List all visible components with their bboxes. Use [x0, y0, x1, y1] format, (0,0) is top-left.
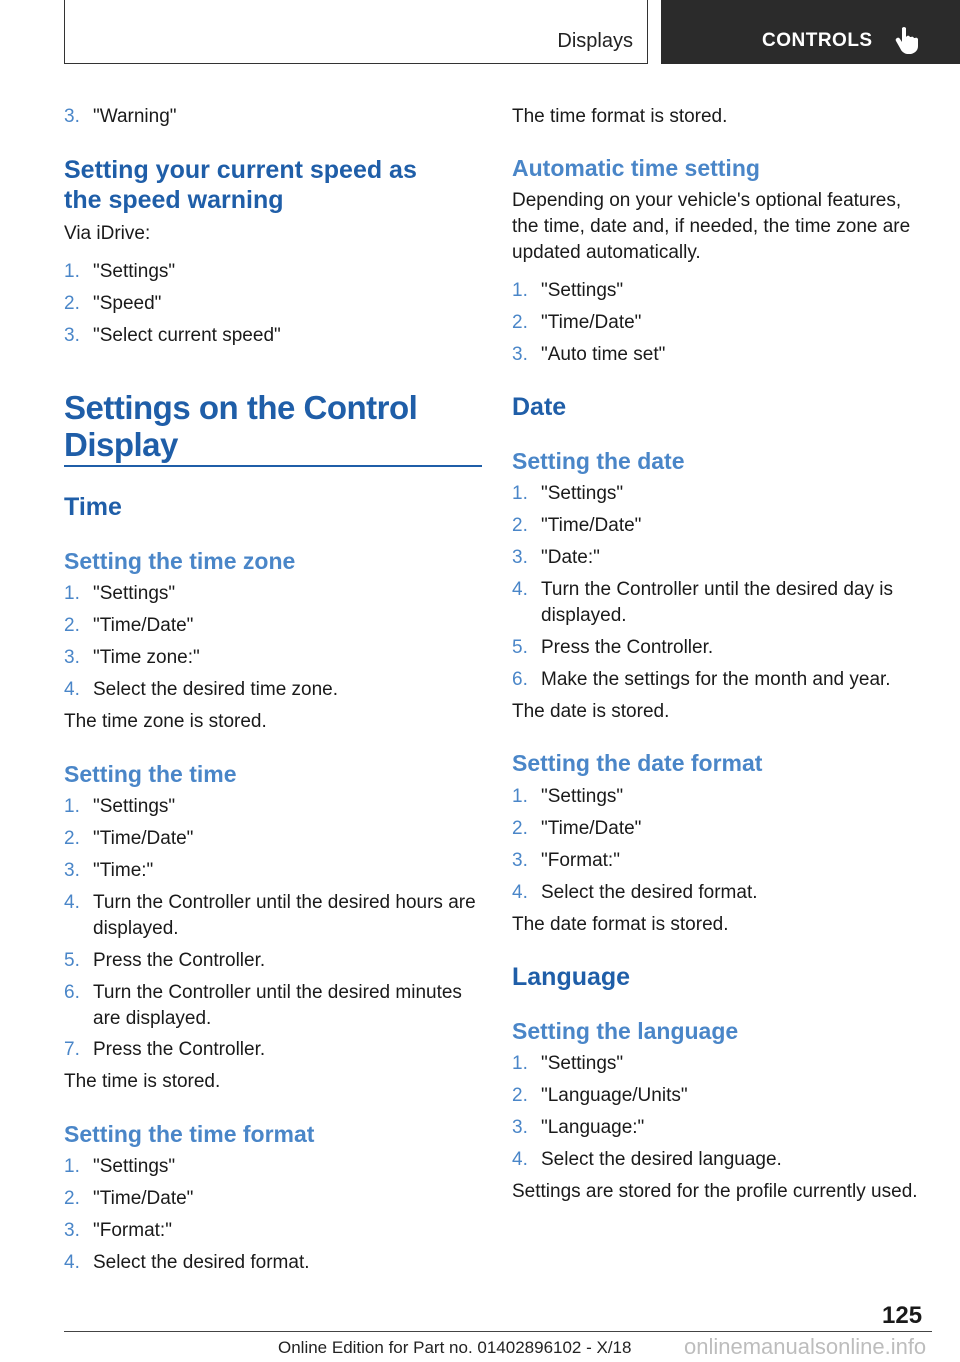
list-text: Make the settings for the month and year. [541, 669, 891, 690]
list-number: 5. [64, 950, 80, 971]
list-number: 4. [512, 882, 528, 903]
list-text: "Time zone:" [93, 647, 200, 668]
via-idrive-text: Via iDrive: [64, 223, 151, 244]
list-number: 3. [64, 106, 80, 127]
setdate-heading: Setting the date [512, 448, 685, 474]
list-number: 3. [64, 647, 80, 668]
list-number: 3. [512, 1117, 528, 1138]
timeformat-heading: Setting the time format [64, 1121, 315, 1147]
list-text: "Speed" [93, 293, 162, 314]
setdate-result: The date is stored. [512, 701, 670, 722]
header-section-title: Displays [557, 30, 633, 52]
list-text: Press the Controller. [541, 637, 714, 658]
list-text: Turn the Controller until the desired day is displayed. [541, 579, 894, 626]
list-text: "Time/Date" [93, 615, 194, 636]
section-title-line: Display [64, 426, 178, 463]
list-number: 3. [64, 325, 80, 346]
list-text: Select the desired format. [541, 882, 758, 903]
list-text: Press the Controller. [93, 1039, 266, 1060]
list-number: 2. [512, 1085, 528, 1106]
footer-divider [64, 1331, 932, 1332]
list-text: Press the Controller. [93, 950, 266, 971]
heading-line: Setting your current speed as [64, 156, 417, 184]
list-number: 4. [512, 1149, 528, 1170]
list-text: Select the desired language. [541, 1149, 782, 1170]
section-divider [64, 465, 482, 467]
list-text: "Settings" [541, 1053, 624, 1074]
list-text: "Time/Date" [93, 828, 194, 849]
speed-warning-heading [64, 155, 417, 215]
language-heading: Language [512, 963, 631, 991]
dateformat-heading: Setting the date format [512, 750, 763, 776]
list-text: Turn the Controller until the desired minutes are displayed. [93, 982, 462, 1029]
list-text: "Settings" [93, 261, 176, 282]
header-chapter-tab [661, 0, 960, 64]
list-number: 1. [512, 280, 528, 301]
setlang-heading: Setting the language [512, 1018, 739, 1044]
hand-pointer-icon [893, 26, 919, 54]
header-chapter-title: CONTROLS [762, 30, 873, 51]
list-text: "Settings" [541, 280, 624, 301]
list-number: 1. [64, 1156, 80, 1177]
list-number: 4. [64, 1252, 80, 1273]
section-title [64, 389, 417, 463]
list-text: "Language/Units" [541, 1085, 688, 1106]
list-text: "Date:" [541, 547, 600, 568]
list-number: 6. [512, 669, 528, 690]
setlang-result: Settings are stored for the profile currently used. [512, 1181, 918, 1202]
list-number: 1. [64, 796, 80, 817]
list-text: "Time/Date" [541, 312, 642, 333]
list-text: "Format:" [541, 850, 620, 871]
list-number: 2. [512, 818, 528, 839]
timezone-result: The time zone is stored. [64, 711, 267, 732]
date-heading: Date [512, 393, 567, 421]
list-number: 7. [64, 1039, 80, 1060]
auto-time-paragraph: Depending on your vehicle's optional features, the time, date and, if needed, the time zone are updated automatically. [512, 190, 911, 263]
settime-heading: Setting the time [64, 761, 237, 787]
section-title-line: Settings on the Control [64, 389, 418, 426]
time-heading: Time [64, 493, 122, 521]
list-text: "Settings" [93, 796, 176, 817]
list-text: "Time/Date" [93, 1188, 194, 1209]
list-text: "Format:" [93, 1220, 172, 1241]
list-text: "Warning" [93, 106, 177, 127]
dateformat-result: The date format is stored. [512, 914, 729, 935]
header-section-tab [64, 0, 648, 64]
footer-edition: Online Edition for Part no. 01402896102 - X/18 [278, 1338, 632, 1357]
list-text: "Language:" [541, 1117, 645, 1138]
list-number: 2. [512, 515, 528, 536]
list-number: 2. [64, 293, 80, 314]
list-number: 3. [512, 344, 528, 365]
list-number: 4. [512, 579, 528, 600]
list-number: 4. [64, 679, 80, 700]
list-number: 6. [64, 982, 80, 1003]
list-number: 3. [64, 1220, 80, 1241]
auto-time-heading: Automatic time setting [512, 155, 760, 181]
list-number: 1. [64, 261, 80, 282]
heading-line: the speed warning [64, 186, 284, 214]
settime-result: The time is stored. [64, 1071, 221, 1092]
list-number: 1. [512, 1053, 528, 1074]
list-text: "Time/Date" [541, 515, 642, 536]
list-text: "Time/Date" [541, 818, 642, 839]
watermark [684, 1334, 926, 1360]
list-number: 1. [512, 483, 528, 504]
list-number: 2. [64, 828, 80, 849]
list-text: "Time:" [93, 860, 154, 881]
list-text: Select the desired time zone. [93, 679, 339, 700]
timezone-heading: Setting the time zone [64, 548, 296, 574]
list-number: 2. [64, 615, 80, 636]
list-number: 2. [512, 312, 528, 333]
list-number: 5. [512, 637, 528, 658]
watermark-text: onlinemanualsonline.info [684, 1334, 927, 1359]
list-number: 1. [512, 786, 528, 807]
list-number: 3. [512, 850, 528, 871]
list-text: "Settings" [93, 1156, 176, 1177]
list-text: "Select current speed" [93, 325, 281, 346]
timeformat-result: The time format is stored. [512, 106, 728, 127]
list-text: Turn the Controller until the desired hours are displayed. [93, 892, 476, 939]
list-number: 2. [64, 1188, 80, 1209]
page-number: 125 [882, 1302, 923, 1329]
list-text: "Settings" [541, 483, 624, 504]
list-text: Select the desired format. [93, 1252, 310, 1273]
list-text: "Settings" [93, 583, 176, 604]
list-number: 3. [512, 547, 528, 568]
list-number: 3. [64, 860, 80, 881]
list-text: "Settings" [541, 786, 624, 807]
list-text: "Auto time set" [541, 344, 666, 365]
list-number: 4. [64, 892, 80, 913]
list-number: 1. [64, 583, 80, 604]
